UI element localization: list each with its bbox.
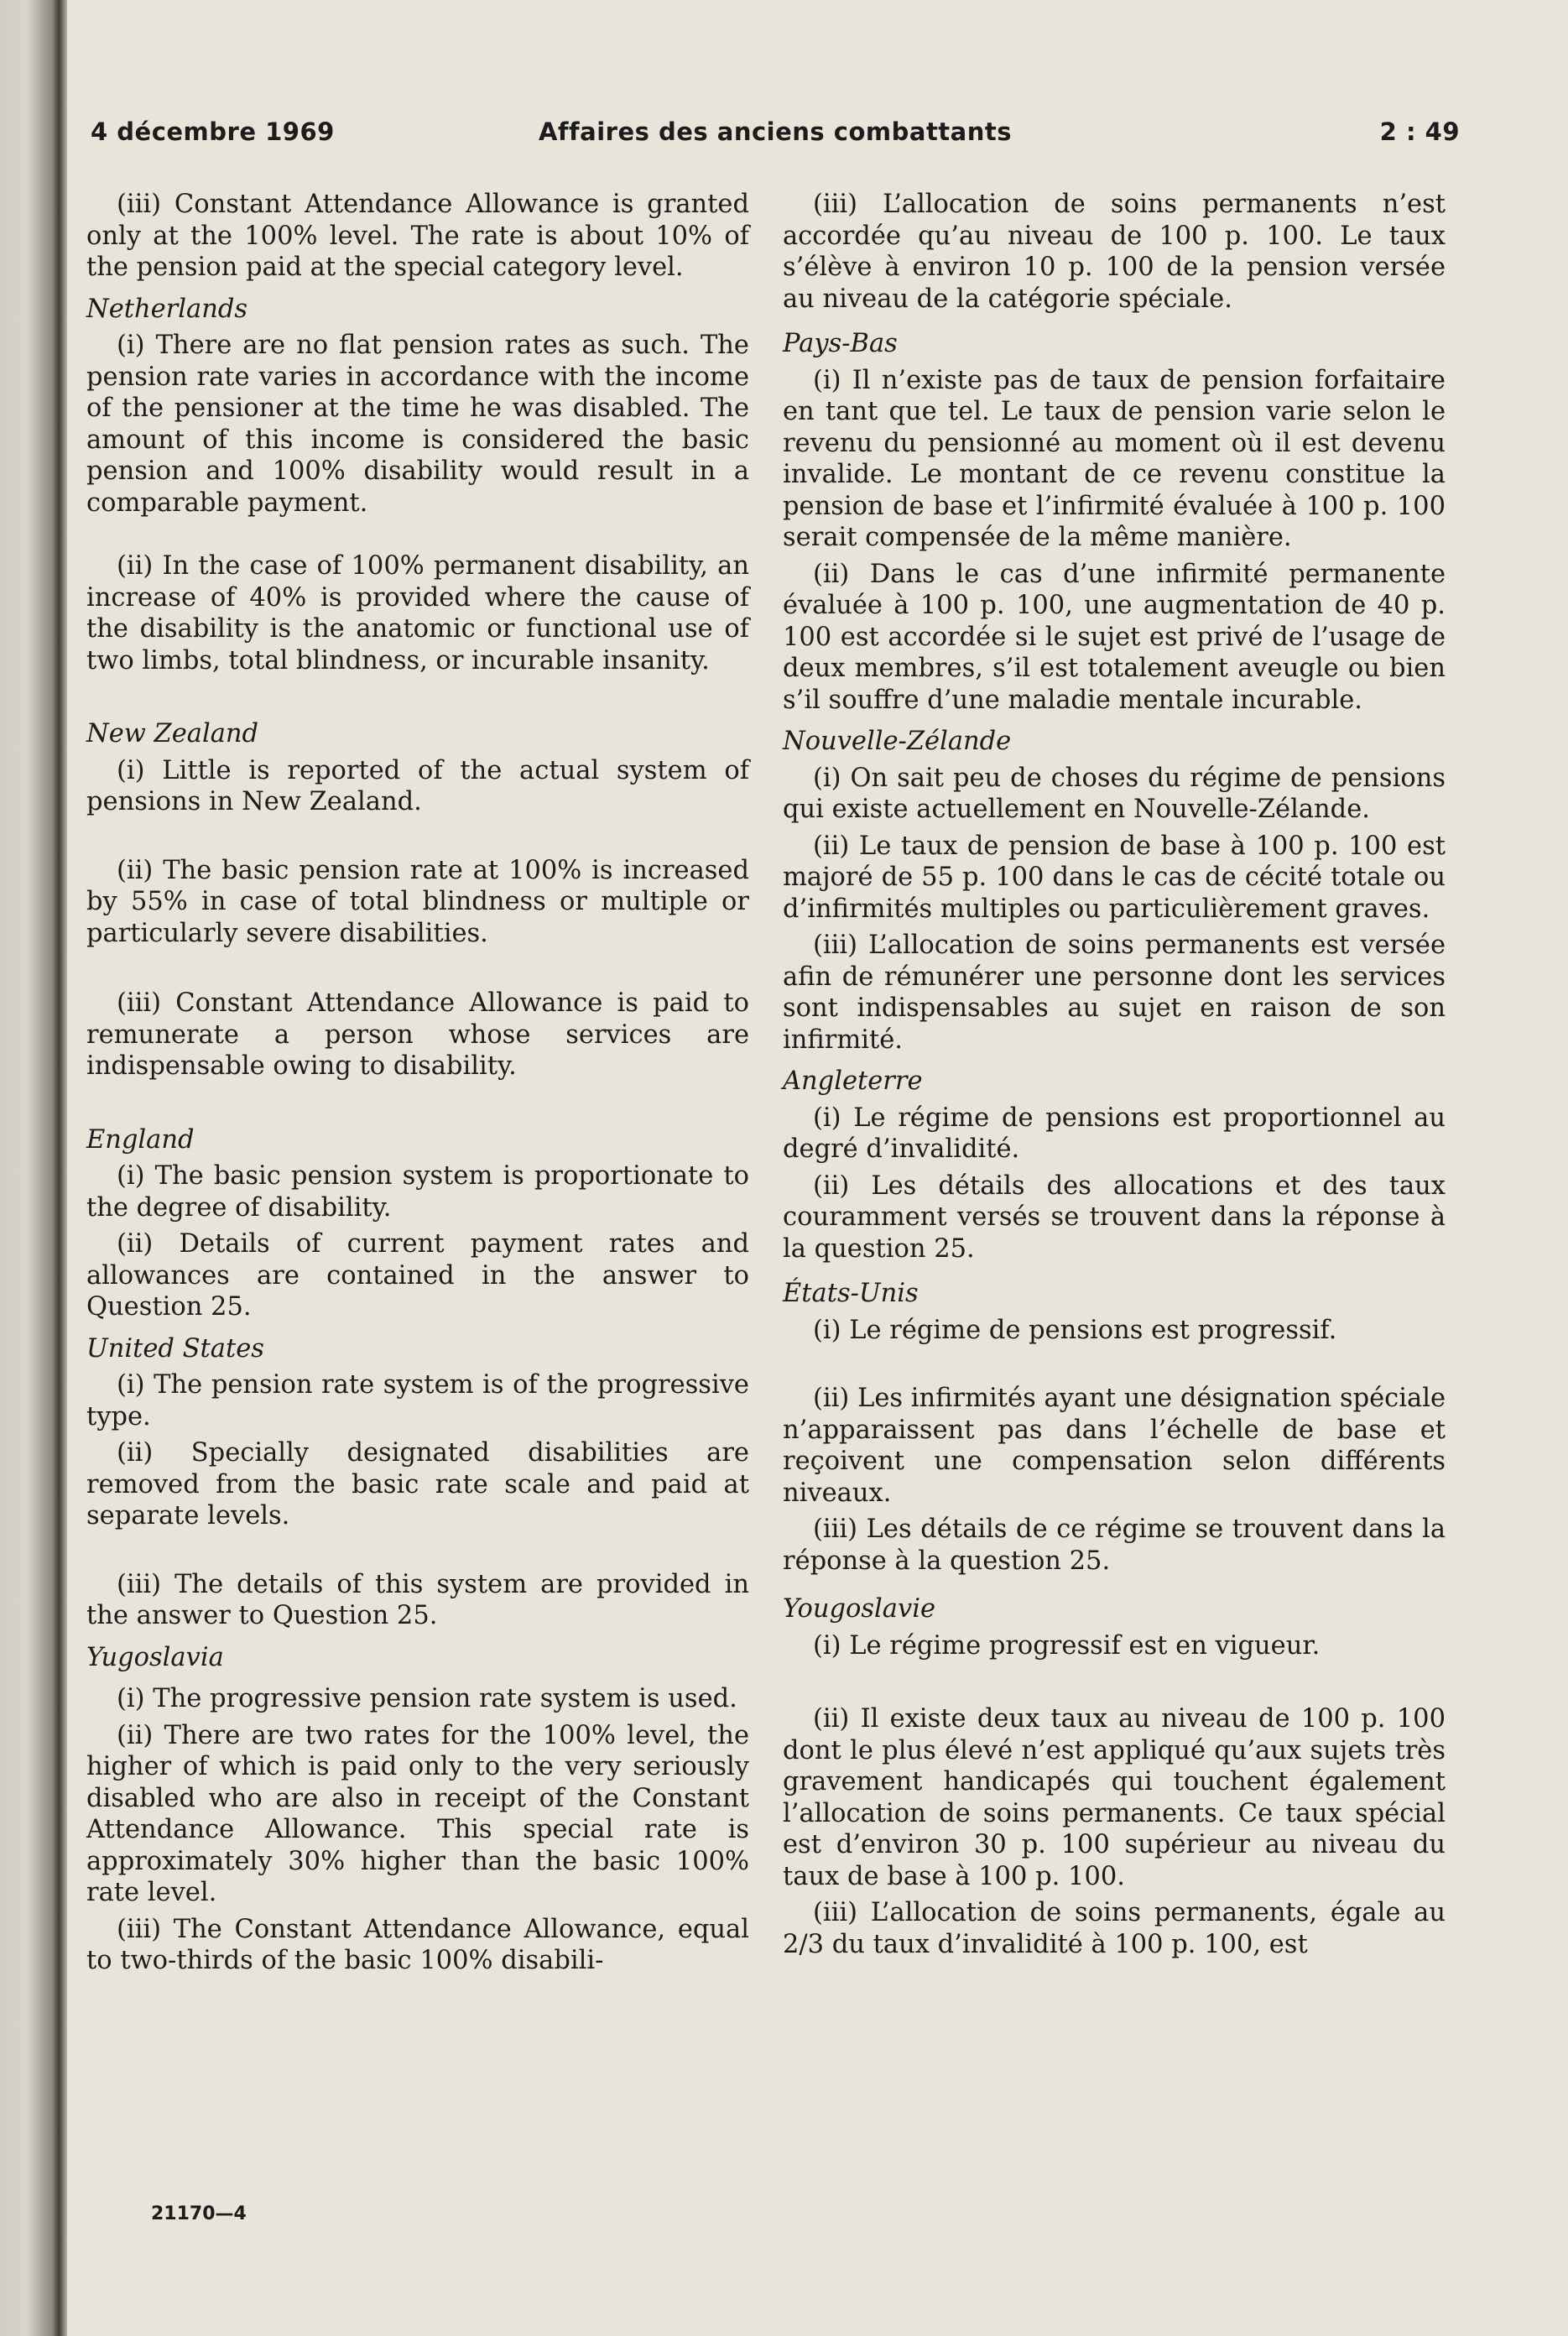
fr-paragraph: (i) Le régime de pensions est progressif.	[813, 1315, 1337, 1345]
fr-heading-nouvelle-zelande: Nouvelle-Zélande	[783, 727, 1012, 756]
fr-paragraph: (ii) Il existe deux taux au niveau de 100 p. 100 dont le plus élevé n’est appliqué qu’aux sujets très gravement handicapés qui touchent également l’allocation de soins permanents. Ce taux spécial est d’environ 30 p. 100 supérieur au niveau du taux de base à 100 p. 100.	[783, 1704, 1446, 1891]
fr-paragraph: (ii) Les détails des allocations et des taux couramment versés se trouvent dans la réponse à la question 25.	[783, 1171, 1446, 1264]
fr-paragraph: (i) Le régime de pensions est proportionnel au degré d’invalidité.	[783, 1103, 1446, 1164]
page-header	[91, 117, 1460, 151]
en-paragraph: (ii) The basic pension rate at 100% is increased by 55% in case of total blindness or multiple or particularly severe disabilities.	[86, 855, 749, 948]
en-heading-yugoslavia: Yugoslavia	[86, 1642, 224, 1672]
en-paragraph: (ii) In the case of 100% permanent disability, an increase of 40% is provided where the cause of the disability is the anatomic or functional use of two limbs, total blindness, or incurable insanity.	[86, 551, 749, 675]
fr-paragraph: (ii) Le taux de pension de base à 100 p. 100 est majoré de 55 p. 100 dans le cas de cécité totale ou d’infirmités multiples ou particulièrement graves.	[783, 831, 1446, 924]
header-date: 4 décembre 1969	[91, 117, 335, 146]
en-paragraph: (ii) There are two rates for the 100% level, the higher of which is paid only to the very seriously disabled who are also in receipt of the Constant Attendance Allowance. This special rate is approximately 30% higher than the basic 100% rate level.	[86, 1720, 749, 1907]
en-paragraph: (i) Little is reported of the actual system of pensions in New Zealand.	[86, 755, 749, 816]
en-paragraph: (i) The progressive pension rate system is used.	[117, 1684, 737, 1713]
header-title: Affaires des anciens combattants	[538, 117, 1013, 146]
fr-heading-yougoslavie: Yougoslavie	[783, 1594, 936, 1624]
fr-paragraph: (i) Il n’existe pas de taux de pension forfaitaire en tant que tel. Le taux de pension varie selon le revenu du pensionné au moment où il est devenu invalide. Le montant de ce revenu constitue la pension de base et l’infirmité évaluée à 100 p. 100 serait compensée de la même manière.	[783, 365, 1446, 552]
fr-paragraph: (ii) Dans le cas d’une infirmité permanente évaluée à 100 p. 100, une augmentation de 40 p. 100 est accordée si le sujet est privé de l’usage de deux membres, s’il est totalement aveugle ou bien s’il souffre d’une maladie mentale incurable.	[783, 559, 1446, 715]
en-heading-new-zealand: New Zealand	[86, 719, 259, 748]
fr-paragraph: (iii) L’allocation de soins permanents, égale au 2/3 du taux d’invalidité à 100 p. 100, est	[783, 1898, 1446, 1959]
fr-heading-pays-bas: Pays-Bas	[783, 329, 898, 358]
en-paragraph: (iii) Constant Attendance Allowance is paid to remunerate a person whose services are indispensable owing to disability.	[86, 988, 749, 1081]
english-column	[86, 189, 749, 1977]
fr-paragraph: (i) Le régime progressif est en vigueur.	[813, 1630, 1321, 1661]
french-column	[783, 189, 1446, 1960]
footer-print-code: 21170—4	[151, 2203, 247, 2224]
en-paragraph: (iii) Constant Attendance Allowance is granted only at the 100% level. The rate is about 10% of the pension paid at the special category level.	[86, 190, 749, 282]
en-paragraph: (i) The pension rate system is of the progressive type.	[86, 1370, 749, 1431]
en-paragraph: (ii) Specially designated disabilities are removed from the basic rate scale and paid at separate levels.	[86, 1438, 749, 1530]
en-heading-netherlands: Netherlands	[86, 294, 248, 324]
fr-paragraph: (ii) Les infirmités ayant une désignation spéciale n’apparaissent pas dans l’échelle de base et reçoivent une compensation selon différents niveaux.	[783, 1384, 1446, 1508]
book-binding	[0, 0, 67, 2336]
en-paragraph: (i) The basic pension system is proportionate to the degree of disability.	[86, 1161, 749, 1223]
en-paragraph: (i) There are no flat pension rates as such. The pension rate varies in accordance with the income of the pensioner at the time he was disabled. The amount of this income is considered the basic pension and 100% disability would result in a comparable payment.	[86, 331, 749, 518]
fr-heading-etats-unis: États-Unis	[783, 1279, 919, 1308]
en-heading-england: England	[86, 1124, 195, 1155]
fr-paragraph: (iii) Les détails de ce régime se trouvent dans la réponse à la question 25.	[783, 1515, 1446, 1576]
en-paragraph: (iii) The Constant Attendance Allowance, equal to two-thirds of the basic 100% disabili-	[86, 1914, 749, 1975]
fr-paragraph: (iii) L’allocation de soins permanents est versée afin de rémunérer une personne dont les services sont indispensables au sujet en raison de son infirmité.	[783, 931, 1446, 1055]
fr-heading-angleterre: Angleterre	[783, 1066, 923, 1096]
header-page-number: 2 : 49	[1379, 117, 1460, 146]
en-paragraph: (ii) Details of current payment rates and allowances are contained in the answer to Question 25.	[86, 1229, 749, 1322]
en-heading-united-states: United States	[86, 1333, 264, 1364]
en-paragraph: (iii) The details of this system are provided in the answer to Question 25.	[86, 1569, 749, 1630]
fr-paragraph: (i) On sait peu de choses du régime de pensions qui existe actuellement en Nouvelle-Zélande.	[783, 763, 1446, 824]
fr-paragraph: (iii) L’allocation de soins permanents n’est accordée qu’au niveau de 100 p. 100. Le taux s’élève à environ 10 p. 100 de la pension versée au niveau de la catégorie spéciale.	[783, 190, 1446, 314]
